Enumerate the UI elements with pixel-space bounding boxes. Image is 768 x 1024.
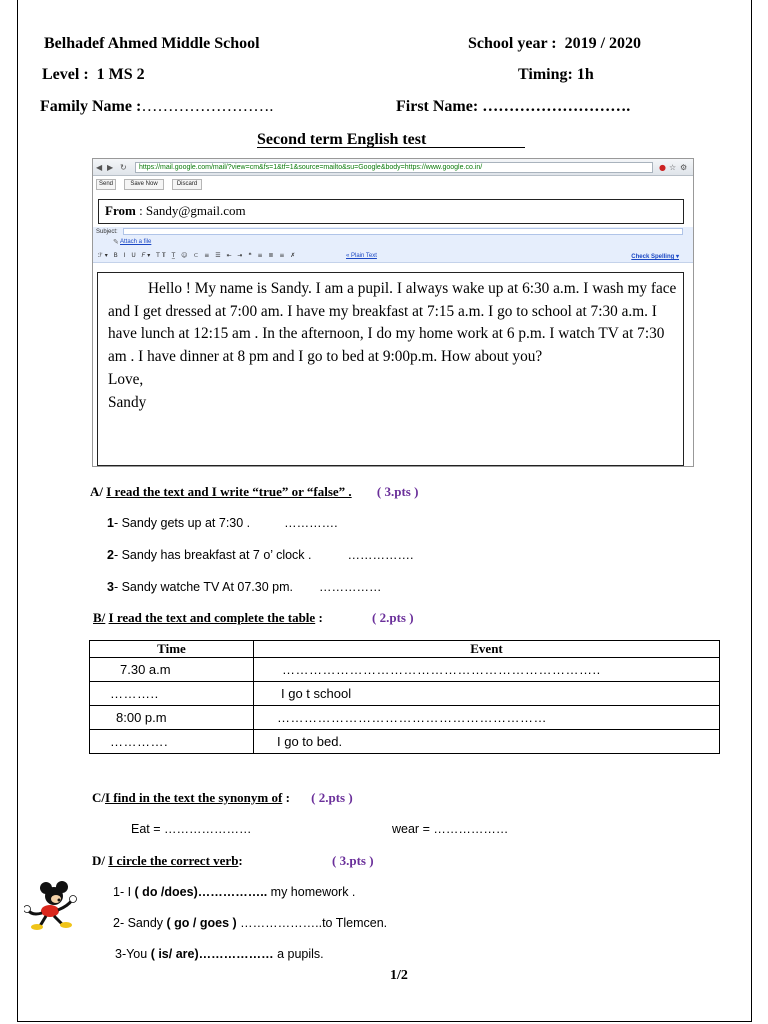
question-lead: 1- I <box>113 885 135 899</box>
section-d-points: ( 3.pts ) <box>332 853 374 868</box>
school-name: Belhadef Ahmed Middle School <box>44 35 260 52</box>
question-d1 <box>113 885 355 899</box>
from-value: : Sandy@gmail.com <box>139 203 246 218</box>
time-event-table <box>89 640 720 754</box>
email-signoff: Love, <box>108 370 144 388</box>
test-title: Second term English test <box>257 131 525 148</box>
verb-choice[interactable]: ( go / goes ) <box>166 916 237 930</box>
forward-icon[interactable]: ▶ <box>107 163 114 172</box>
event-cell: I go to bed. <box>254 730 720 754</box>
family-name-label: Family Name : <box>40 98 142 115</box>
synonym-wear[interactable]: wear = ……………… <box>392 822 509 836</box>
section-a-title: I read the text and I write “true” or “false” . <box>106 484 352 499</box>
question-number: 3 <box>107 580 114 594</box>
first-name-field[interactable] <box>396 98 630 116</box>
event-cell[interactable]: …………………………………………………… <box>254 706 720 730</box>
time-column-header: Time <box>90 641 254 658</box>
question-d2 <box>113 916 387 930</box>
section-c-title: I find in the text the synonym of <box>105 790 283 805</box>
timing: Timing: 1h <box>518 66 594 83</box>
table-row <box>90 706 720 730</box>
table-row <box>90 658 720 682</box>
paperclip-icon: ✎ <box>113 238 119 246</box>
school-year-label: School year : <box>468 35 557 52</box>
section-b-prefix: B/ <box>93 610 106 625</box>
level-label: Level : <box>42 66 89 83</box>
section-b-heading <box>93 610 414 626</box>
section-a-points: ( 3.pts ) <box>376 484 419 499</box>
school-year <box>468 35 641 53</box>
email-signature: Sandy <box>108 393 147 411</box>
answer-blank[interactable]: …………. <box>284 516 338 530</box>
reload-icon[interactable]: ↻ <box>120 163 127 172</box>
star-icon[interactable]: ☆ <box>669 163 677 172</box>
section-d-prefix: D/ <box>92 853 105 868</box>
level <box>42 66 145 84</box>
table-row <box>90 682 720 706</box>
wrench-icon[interactable]: ⚙ <box>680 163 688 172</box>
event-column-header: Event <box>254 641 720 658</box>
format-tools-icons[interactable]: ℱ▾ B I U 𝐹▾ T𝐓 T̲ ☺ ⊂ ≡ ☰ ⇤ ⇥ ❝ ≡ ≣ ≡ ✗ <box>98 252 298 259</box>
question-lead: 3-You <box>115 947 151 961</box>
question-number: 1 <box>107 516 114 530</box>
section-b-colon: : <box>315 610 323 625</box>
email-paragraph: Hello ! My name is Sandy. I am a pupil. I always wake up at 6:30 a.m. I wash my face and I get dressed at 7:00 am. I have my breakfast at 7:15 a.m. I go to school at 7:30 a.m. I have lunch at 12:15 am . In the afternoon, I do my home work at 6 p.m. I watch TV at 7:30 am . I have dinner at 8 pm and I go to bed at 9:00p.m. How about you? <box>108 280 677 366</box>
section-b-points: ( 2.pts ) <box>372 610 414 625</box>
mickey-mouse-image <box>24 880 80 932</box>
section-c-prefix: C/ <box>92 790 105 805</box>
question-lead: 2- Sandy <box>113 916 167 930</box>
verb-choice[interactable]: ( is/ are)……………… <box>150 947 274 961</box>
attach-file-link[interactable]: Attach a file <box>120 239 152 245</box>
format-toolbar <box>93 251 693 263</box>
question-tail: a pupils. <box>273 947 324 961</box>
answer-blank[interactable]: ……………. <box>347 548 414 562</box>
event-cell: I go t school <box>254 682 720 706</box>
from-label: From <box>105 203 136 218</box>
send-button[interactable]: Send <box>96 179 116 190</box>
first-name-label: First Name: <box>396 98 479 115</box>
answer-blank[interactable]: …………… <box>319 580 382 594</box>
stop-icon[interactable]: ● <box>659 163 666 172</box>
address-bar[interactable]: https://mail.google.com/mail/?view=cm&fs=1&tf=1&source=mailto&su=Google&body=https://www.google.co.in/ <box>135 162 653 173</box>
time-cell[interactable]: ……….. <box>90 682 254 706</box>
question-text: - Sandy has breakfast at 7 o’ clock . <box>113 548 312 562</box>
table-row <box>90 730 720 754</box>
discard-button[interactable]: Discard <box>172 179 202 190</box>
question-number: 2 <box>107 548 114 562</box>
family-name-field[interactable] <box>40 98 273 116</box>
school-year-value: 2019 / 2020 <box>564 35 642 52</box>
section-c-heading <box>92 790 353 806</box>
section-d-title: I circle the correct verb <box>108 853 239 868</box>
email-screenshot <box>92 158 694 467</box>
question-text: - Sandy gets up at 7:30 . <box>113 516 251 530</box>
check-spelling-link[interactable]: Check Spelling ▾ <box>631 254 679 260</box>
section-c-colon: : <box>282 790 290 805</box>
subject-row <box>93 227 693 253</box>
save-now-button[interactable]: Save Now <box>124 179 164 190</box>
section-a-heading <box>90 484 418 500</box>
table-header-row <box>90 641 720 658</box>
section-c-points: ( 2.pts ) <box>311 790 353 805</box>
question-text: - Sandy watche TV At 07.30 pm. <box>113 580 293 594</box>
question-a3 <box>107 580 382 594</box>
section-a-prefix: A/ <box>90 484 103 499</box>
email-body[interactable] <box>97 272 684 466</box>
time-cell: 8:00 p.m <box>90 706 254 730</box>
email-body-text <box>108 278 678 414</box>
subject-label: Subject: <box>96 229 118 235</box>
family-name-blank: ……………………. <box>141 98 274 115</box>
level-value: 1 MS 2 <box>96 66 145 83</box>
time-cell: 7.30 a.m <box>90 658 254 682</box>
question-tail: ………………..to Tlemcen. <box>236 916 388 930</box>
back-icon[interactable]: ◀ <box>96 163 103 172</box>
browser-toolbar <box>93 159 693 176</box>
question-d3 <box>115 947 324 961</box>
question-a2 <box>107 548 414 562</box>
question-tail: my homework . <box>267 885 356 899</box>
first-name-blank: ………………………. <box>482 98 631 115</box>
section-d-colon: : <box>238 853 243 868</box>
subject-input[interactable] <box>123 228 683 235</box>
event-cell[interactable]: …………………………………………………………….. <box>254 658 720 682</box>
section-d-heading <box>92 853 374 869</box>
question-a1 <box>107 516 338 530</box>
page-number: 1/2 <box>390 968 408 983</box>
plain-text-link[interactable]: « Plain Text <box>346 253 377 259</box>
verb-choice[interactable]: ( do /does)…………….. <box>134 885 268 899</box>
from-field <box>98 199 684 224</box>
section-b-title: I read the text and complete the table <box>108 610 316 625</box>
synonym-eat[interactable]: Eat = ………………… <box>131 822 252 836</box>
time-cell[interactable]: …………. <box>90 730 254 754</box>
